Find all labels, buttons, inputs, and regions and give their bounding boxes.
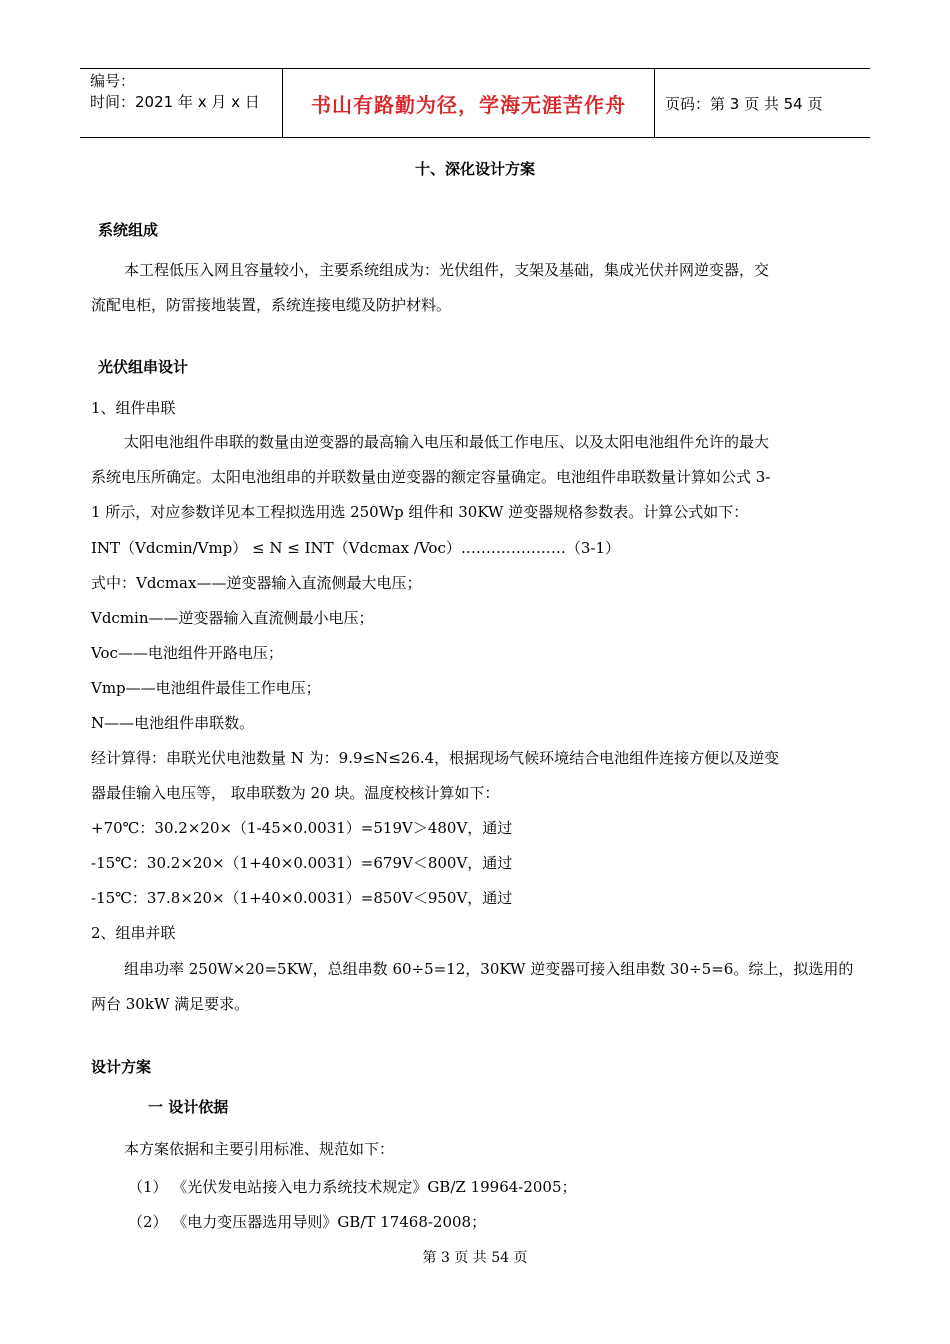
doc-number-label: 编号：: [90, 72, 136, 90]
check-line: +70℃：30.2×20×（1-45×0.0031）=519V＞480V，通过: [91, 819, 513, 837]
definition-line: N——电池组件串联数。: [91, 714, 255, 732]
definition-line: Voc——电池组件开路电压；: [91, 644, 283, 662]
paragraph-line: 器最佳输入电压等， 取串联数为 20 块。温度校核计算如下：: [91, 784, 500, 802]
paragraph-line: 组串功率 250W×20=5KW，总组串数 60÷5=12，30KW 逆变器可接入组串数 30÷5=6。综上，拟选用的: [124, 960, 854, 978]
paragraph-line: 本方案依据和主要引用标准、规范如下：: [124, 1140, 395, 1158]
page-footer: 第 3 页 共 54 页: [422, 1250, 528, 1266]
paragraph-line: 太阳电池组件串联的数量由逆变器的最高输入电压和最低工作电压、以及太阳电池组件允许的最大: [124, 433, 770, 451]
page-header: [80, 68, 870, 138]
paragraph-line: 1 所示，对应参数详见本工程拟选用选 250Wp 组件和 30KW 逆变器规格参数表。计算公式如下：: [91, 503, 749, 521]
header-meta: [80, 69, 282, 137]
doc-time-label: 时间：2021 年 x 月 x 日: [90, 93, 260, 111]
section-heading-system: 系统组成: [98, 221, 159, 239]
subheading-series: 1、组件串联: [91, 399, 176, 417]
reference-item: （1） 《光伏发电站接入电力系统技术规定》GB/Z 19964-2005；: [128, 1178, 577, 1196]
section-heading-design-plan: 设计方案: [91, 1058, 152, 1076]
page-title: 十、深化设计方案: [414, 160, 535, 178]
section-heading-string-design: 光伏组串设计: [98, 358, 189, 376]
header-motto: 书山有路勤为径，学海无涯苦作舟: [282, 69, 655, 137]
paragraph-line: 系统电压所确定。太阳电池组串的并联数量由逆变器的额定容量确定。电池组件串联数量计算如公式 3-: [91, 468, 771, 486]
definition-line: Vmp——电池组件最佳工作电压；: [91, 679, 321, 697]
check-line: -15℃：30.2×20×（1+40×0.0031）=679V＜800V，通过: [91, 854, 513, 872]
formula-line: INT（Vdcmin/Vmp） ≤ N ≤ INT（Vdcmax /Voc）…………………（3-1）: [91, 539, 620, 557]
subheading-design-basis: 一 设计依据: [148, 1098, 229, 1116]
paragraph-line: 经计算得：串联光伏电池数量 N 为：9.9≤N≤26.4，根据现场气候环境结合电池组件连接方便以及逆变: [91, 749, 780, 767]
reference-item: （2） 《电力变压器选用导则》GB/T 17468-2008；: [128, 1213, 487, 1231]
paragraph-line: 本工程低压入网且容量较小，主要系统组成为：光伏组件，支架及基础，集成光伏并网逆变器，交: [124, 261, 770, 279]
paragraph-line: 流配电柜，防雷接地装置，系统连接电缆及防护材料。: [91, 296, 452, 314]
paragraph-line: 两台 30kW 满足要求。: [91, 995, 250, 1013]
definition-line: Vdcmin——逆变器输入直流侧最小电压；: [91, 609, 374, 627]
check-line: -15℃：37.8×20×（1+40×0.0031）=850V＜950V，通过: [91, 889, 513, 907]
subheading-parallel: 2、组串并联: [91, 924, 176, 942]
definition-line: 式中：Vdcmax——逆变器输入直流侧最大电压；: [91, 574, 422, 592]
header-page-number: 页码：第 3 页 共 54 页: [665, 94, 823, 113]
